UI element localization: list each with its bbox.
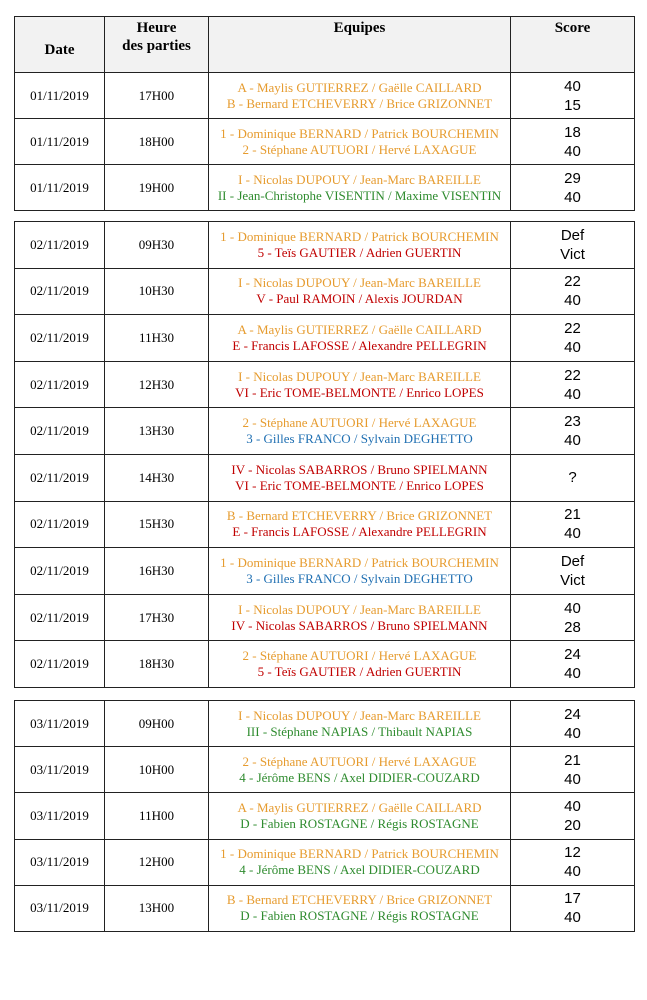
match-date: 01/11/2019 [15, 73, 105, 119]
match-row [15, 793, 635, 839]
team-1-name: A - Maylis GUTIERREZ / Gaëlle CAILLARD [237, 79, 482, 95]
match-score [511, 641, 635, 688]
score-team-1: 24 [564, 646, 581, 664]
match-time: 13H30 [105, 408, 209, 455]
match-time: 11H30 [105, 315, 209, 362]
match-teams [209, 222, 511, 269]
match-row [15, 548, 635, 595]
match-teams [209, 641, 511, 688]
score-team-1: 40 [564, 77, 581, 95]
team-1-name: 1 - Dominique BERNARD / Patrick BOURCHEMIN [220, 125, 499, 141]
match-time: 12H00 [105, 839, 209, 885]
schedule-table-day1 [14, 16, 635, 211]
match-date: 02/11/2019 [15, 501, 105, 548]
match-date: 02/11/2019 [15, 454, 105, 501]
match-time: 14H30 [105, 454, 209, 501]
match-teams [209, 885, 511, 931]
score-team-1: 22 [564, 273, 581, 291]
match-score [511, 594, 635, 641]
team-2-name: VI - Eric TOME-BELMONTE / Enrico LOPES [235, 477, 484, 493]
score-team-2: 15 [564, 96, 581, 114]
match-score [511, 165, 635, 211]
match-date: 03/11/2019 [15, 793, 105, 839]
score-team-1: 29 [564, 169, 581, 187]
match-row [15, 408, 635, 455]
match-teams [209, 839, 511, 885]
score-team-2: 40 [564, 863, 581, 881]
match-row [15, 119, 635, 165]
match-score [511, 747, 635, 793]
match-score [511, 454, 635, 501]
score-team-1: Def [560, 552, 585, 570]
match-date: 02/11/2019 [15, 641, 105, 688]
match-row [15, 839, 635, 885]
score-team-1: 21 [564, 506, 581, 524]
score-team-1: 24 [564, 705, 581, 723]
team-2-name: B - Bernard ETCHEVERRY / Brice GRIZONNET [226, 95, 493, 111]
match-teams [209, 594, 511, 641]
score-team-2: 20 [564, 816, 581, 834]
match-time: 15H30 [105, 501, 209, 548]
team-2-name: D - Fabien ROSTAGNE / Régis ROSTAGNE [240, 815, 479, 831]
match-date: 03/11/2019 [15, 701, 105, 747]
team-2-name: V - Paul RAMOIN / Alexis JOURDAN [256, 291, 463, 307]
score-team-2: 40 [564, 338, 581, 356]
team-1-name: I - Nicolas DUPOUY / Jean-Marc BAREILLE [238, 171, 481, 187]
team-1-name: IV - Nicolas SABARROS / Bruno SPIELMANN [231, 461, 488, 477]
score-team-2: 40 [564, 432, 581, 450]
match-score [511, 793, 635, 839]
match-time: 19H00 [105, 165, 209, 211]
score-team-1: 23 [564, 413, 581, 431]
match-teams [209, 268, 511, 315]
team-2-name: E - Francis LAFOSSE / Alexandre PELLEGRIN [232, 337, 487, 353]
match-time: 18H00 [105, 119, 209, 165]
match-score [511, 885, 635, 931]
score-team-1: 21 [564, 751, 581, 769]
match-date: 02/11/2019 [15, 408, 105, 455]
match-time: 18H30 [105, 641, 209, 688]
match-time: 09H30 [105, 222, 209, 269]
team-2-name: IV - Nicolas SABARROS / Bruno SPIELMANN [231, 617, 488, 633]
score-team-2: 40 [564, 525, 581, 543]
team-1-name: 2 - Stéphane AUTUORI / Hervé LAXAGUE [242, 648, 477, 664]
match-date: 02/11/2019 [15, 594, 105, 641]
match-row [15, 594, 635, 641]
header-score: Score [511, 17, 635, 73]
match-row [15, 165, 635, 211]
score-team-1: 22 [564, 366, 581, 384]
score-team-2: 40 [564, 665, 581, 683]
score-team-1: Def [560, 226, 585, 244]
match-teams [209, 793, 511, 839]
match-teams [209, 454, 511, 501]
team-2-name: III - Stéphane NAPIAS / Thibault NAPIAS [246, 723, 473, 739]
team-2-name: II - Jean-Christophe VISENTIN / Maxime VISENTIN [217, 187, 502, 203]
match-teams [209, 701, 511, 747]
team-2-name: 4 - Jérôme BENS / Axel DIDIER-COUZARD [239, 769, 480, 785]
match-score [511, 408, 635, 455]
match-time: 11H00 [105, 793, 209, 839]
score-team-2: 40 [564, 292, 581, 310]
match-teams [209, 315, 511, 362]
score-team-2: 40 [564, 188, 581, 206]
match-date: 01/11/2019 [15, 119, 105, 165]
match-time: 17H30 [105, 594, 209, 641]
team-2-name: D - Fabien ROSTAGNE / Régis ROSTAGNE [240, 908, 479, 924]
match-row [15, 454, 635, 501]
match-time: 10H00 [105, 747, 209, 793]
score-team-2: Vict [560, 571, 585, 589]
team-2-name: 5 - Teïs GAUTIER / Adrien GUERTIN [257, 244, 462, 260]
match-row [15, 315, 635, 362]
score-team-2: 28 [564, 618, 581, 636]
team-2-name: 4 - Jérôme BENS / Axel DIDIER-COUZARD [239, 862, 480, 878]
table-header-row [15, 17, 635, 73]
team-1-name: I - Nicolas DUPOUY / Jean-Marc BAREILLE [238, 275, 481, 291]
match-date: 01/11/2019 [15, 165, 105, 211]
team-1-name: A - Maylis GUTIERREZ / Gaëlle CAILLARD [237, 799, 482, 815]
match-teams [209, 408, 511, 455]
score-team-1: 17 [564, 890, 581, 908]
score-team-2: 40 [564, 385, 581, 403]
score-team-2: 40 [564, 724, 581, 742]
match-score [511, 268, 635, 315]
header-time [105, 17, 209, 73]
team-1-name: A - Maylis GUTIERREZ / Gaëlle CAILLARD [237, 321, 482, 337]
match-row [15, 747, 635, 793]
score-team-1: 40 [564, 599, 581, 617]
match-score [511, 361, 635, 408]
team-1-name: 2 - Stéphane AUTUORI / Hervé LAXAGUE [242, 753, 477, 769]
match-score [511, 701, 635, 747]
match-date: 03/11/2019 [15, 839, 105, 885]
score-team-2: 40 [564, 909, 581, 927]
match-time: 10H30 [105, 268, 209, 315]
match-teams [209, 119, 511, 165]
header-date: Date [15, 17, 105, 73]
match-date: 03/11/2019 [15, 885, 105, 931]
score-team-2: 40 [564, 142, 581, 160]
match-score [511, 548, 635, 595]
team-2-name: E - Francis LAFOSSE / Alexandre PELLEGRIN [232, 524, 487, 540]
match-time: 09H00 [105, 701, 209, 747]
match-teams [209, 165, 511, 211]
match-date: 02/11/2019 [15, 315, 105, 362]
match-time: 12H30 [105, 361, 209, 408]
score-team-1: 22 [564, 319, 581, 337]
match-row [15, 268, 635, 315]
score-team-2: Vict [560, 245, 585, 263]
team-2-name: VI - Eric TOME-BELMONTE / Enrico LOPES [235, 384, 484, 400]
team-1-name: I - Nicolas DUPOUY / Jean-Marc BAREILLE [238, 368, 481, 384]
header-time-line1: Heure [136, 20, 177, 36]
team-1-name: I - Nicolas DUPOUY / Jean-Marc BAREILLE [238, 707, 481, 723]
match-score [511, 73, 635, 119]
match-row [15, 885, 635, 931]
match-row [15, 222, 635, 269]
match-time: 17H00 [105, 73, 209, 119]
match-teams [209, 73, 511, 119]
score-team-1: ? [568, 469, 577, 487]
team-1-name: 1 - Dominique BERNARD / Patrick BOURCHEMIN [220, 554, 499, 570]
team-1-name: 1 - Dominique BERNARD / Patrick BOURCHEMIN [220, 846, 499, 862]
match-row [15, 641, 635, 688]
match-score [511, 501, 635, 548]
team-1-name: I - Nicolas DUPOUY / Jean-Marc BAREILLE [238, 601, 481, 617]
match-teams [209, 747, 511, 793]
score-team-1: 12 [564, 844, 581, 862]
score-team-2: 40 [564, 770, 581, 788]
match-date: 02/11/2019 [15, 222, 105, 269]
match-time: 13H00 [105, 885, 209, 931]
match-time: 16H30 [105, 548, 209, 595]
match-score [511, 119, 635, 165]
score-team-1: 40 [564, 797, 581, 815]
schedule-table-day3 [14, 700, 635, 932]
team-2-name: 3 - Gilles FRANCO / Sylvain DEGHETTO [246, 570, 473, 586]
match-teams [209, 548, 511, 595]
match-date: 02/11/2019 [15, 548, 105, 595]
team-1-name: B - Bernard ETCHEVERRY / Brice GRIZONNET [226, 508, 493, 524]
score-team-1: 18 [564, 123, 581, 141]
match-date: 02/11/2019 [15, 361, 105, 408]
match-date: 03/11/2019 [15, 747, 105, 793]
match-teams [209, 361, 511, 408]
match-row [15, 701, 635, 747]
match-score [511, 315, 635, 362]
match-date: 02/11/2019 [15, 268, 105, 315]
match-row [15, 501, 635, 548]
header-teams: Equipes [209, 17, 511, 73]
match-score [511, 839, 635, 885]
team-1-name: B - Bernard ETCHEVERRY / Brice GRIZONNET [226, 892, 493, 908]
schedule-table-day2 [14, 221, 635, 688]
team-1-name: 1 - Dominique BERNARD / Patrick BOURCHEMIN [220, 228, 499, 244]
match-row [15, 73, 635, 119]
team-2-name: 3 - Gilles FRANCO / Sylvain DEGHETTO [246, 431, 473, 447]
team-1-name: 2 - Stéphane AUTUORI / Hervé LAXAGUE [242, 415, 477, 431]
match-score [511, 222, 635, 269]
team-2-name: 5 - Teïs GAUTIER / Adrien GUERTIN [257, 664, 462, 680]
match-row [15, 361, 635, 408]
match-teams [209, 501, 511, 548]
header-time-line2: des parties [122, 38, 191, 54]
team-2-name: 2 - Stéphane AUTUORI / Hervé LAXAGUE [242, 141, 477, 157]
